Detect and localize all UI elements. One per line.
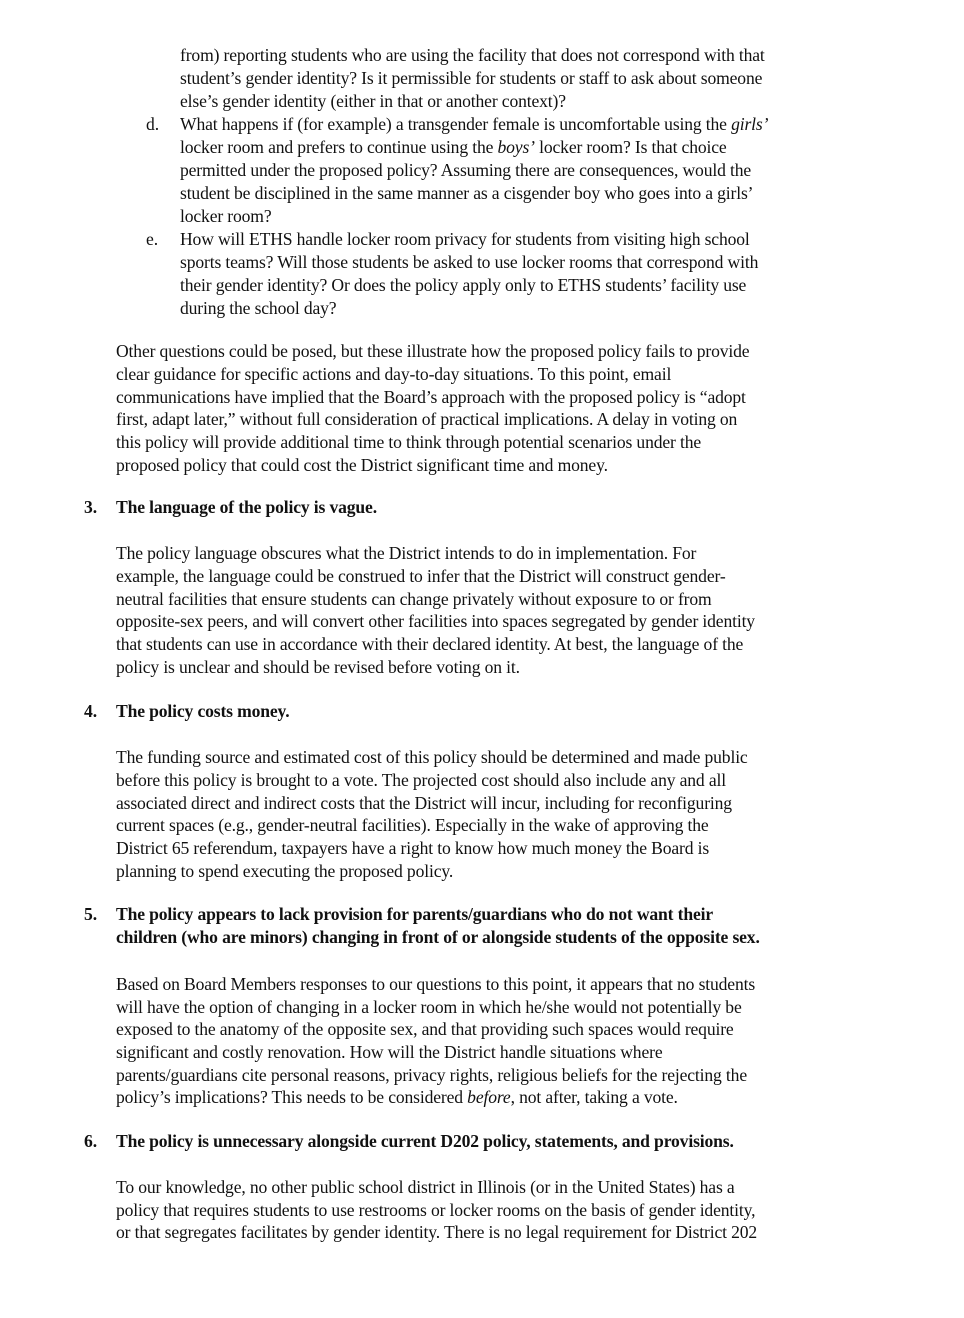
section-number: 3. <box>84 497 98 517</box>
emphasis-text: boys’ <box>497 137 535 157</box>
text-run: policy’s implications? This needs to be considered <box>116 1087 468 1107</box>
text-line <box>116 1086 678 1108</box>
text-line: student be disciplined in the same manner as a cisgender boy who goes into a girls’ <box>180 183 754 203</box>
text-run: What happens if (for example) a transgender female is uncomfortable using the <box>180 114 732 134</box>
text-line: Other questions could be posed, but these illustrate how the proposed policy fails to provide <box>116 341 750 361</box>
text-line: neutral facilities that ensure students can change privately without exposure to or from <box>116 589 712 609</box>
text-line: The policy language obscures what the District intends to do in implementation. For <box>116 543 697 563</box>
section-heading: children (who are minors) changing in front of or alongside students of the opposite sex. <box>116 927 760 947</box>
section-heading: The policy costs money. <box>116 701 290 721</box>
text-line: proposed policy that could cost the District significant time and money. <box>116 455 608 475</box>
text-line: policy that requires students to use restrooms or locker rooms on the basis of gender identity, <box>116 1200 756 1220</box>
text-line: this policy will provide additional time to think through potential scenarios under the <box>116 432 702 452</box>
text-run: locker room? Is that choice <box>534 137 727 157</box>
text-line: will have the option of changing in a locker room in which he/she would not potentially be <box>116 997 742 1017</box>
text-line: before this policy is brought to a vote. The projected cost should also include any and all <box>116 770 726 790</box>
text-line: permitted under the proposed policy? Assuming there are consequences, would the <box>180 160 752 180</box>
text-line: example, the language could be construed to infer that the District will construct gender- <box>116 566 726 586</box>
text-line: associated direct and indirect costs that the District will incur, including for reconfiguring <box>116 793 732 813</box>
text-line: clear guidance for specific actions and day-to-day situations. To this point, email <box>116 364 672 384</box>
text-line: District 65 referendum, taxpayers have a right to know how much money the Board is <box>116 838 710 858</box>
text-run: locker room and prefers to continue using the <box>180 137 498 157</box>
section-number: 5. <box>84 904 98 924</box>
text-line: policy is unclear and should be revised before voting on it. <box>116 657 520 677</box>
text-line: To our knowledge, no other public school district in Illinois (or in the United States) has a <box>116 1177 735 1197</box>
text-line: How will ETHS handle locker room privacy for students from visiting high school <box>180 229 750 249</box>
text-line: from) reporting students who are using the facility that does not correspond with that <box>180 45 765 65</box>
text-line: significant and costly renovation. How will the District handle situations where <box>116 1042 663 1062</box>
section-heading: The language of the policy is vague. <box>116 497 377 517</box>
section-number: 4. <box>84 701 98 721</box>
text-line: or that segregates facilitates by gender identity. There is no legal requirement for District 202 <box>116 1222 758 1242</box>
list-label: e. <box>146 229 159 249</box>
text-line: sports teams? Will those students be asked to use locker rooms that correspond with <box>180 252 759 272</box>
text-line: planning to spend executing the proposed policy. <box>116 861 454 881</box>
text-line: opposite-sex peers, and will convert other facilities into spaces segregated by gender identity <box>116 611 755 631</box>
text-line: The funding source and estimated cost of this policy should be determined and made public <box>116 747 748 767</box>
section-heading: The policy appears to lack provision for parents/guardians who do not want their <box>116 904 714 924</box>
text-line: exposed to the anatomy of the opposite sex, and that providing such spaces would require <box>116 1019 734 1039</box>
text-line: current spaces (e.g., gender-neutral facilities). Especially in the wake of approving the <box>116 815 709 835</box>
emphasis-text: before <box>467 1087 511 1107</box>
text-line: their gender identity? Or does the policy apply only to ETHS students’ facility use <box>180 275 747 295</box>
section-heading: The policy is unnecessary alongside current D202 policy, statements, and provisions. <box>116 1131 734 1151</box>
text-line: locker room? <box>180 206 272 226</box>
text-line: that students can use in accordance with their declared identity. At best, the language of the <box>116 634 744 654</box>
emphasis-text: girls’ <box>731 114 769 134</box>
text-line: Based on Board Members responses to our questions to this point, it appears that no students <box>116 974 756 994</box>
text-line: else’s gender identity (either in that or another context)? <box>180 91 566 111</box>
text-line: first, adapt later,” without full consideration of practical implications. A delay in voting on <box>116 409 738 429</box>
text-line <box>180 113 768 135</box>
text-line: communications have implied that the Board’s approach with the proposed policy is “adopt <box>116 387 746 407</box>
text-line: parents/guardians cite personal reasons, privacy rights, religious beliefs for the rejecting the <box>116 1065 747 1085</box>
text-line: during the school day? <box>180 298 337 318</box>
section-number: 6. <box>84 1131 98 1151</box>
text-line: student’s gender identity? Is it permissible for students or staff to ask about someone <box>180 68 763 88</box>
text-run: , not after, taking a vote. <box>510 1087 678 1107</box>
list-label: d. <box>146 114 160 134</box>
text-line <box>180 136 727 158</box>
